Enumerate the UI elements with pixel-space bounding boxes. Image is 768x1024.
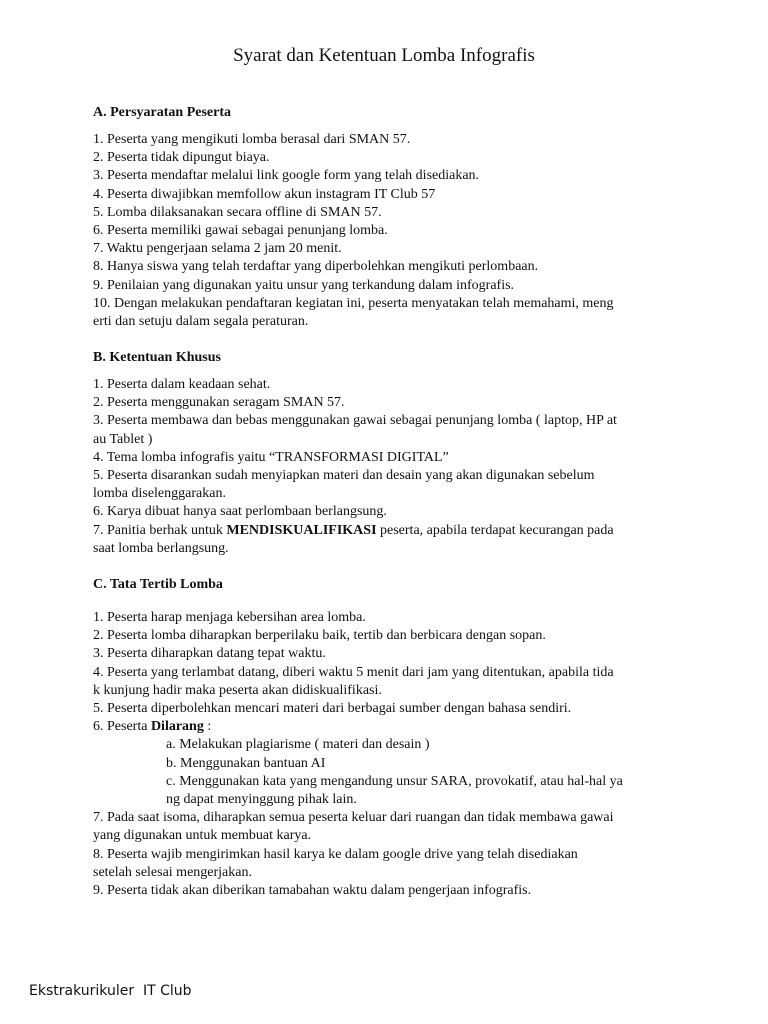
list-item: 7. Pada saat isoma, diharapkan semua peserta keluar dari ruangan dan tidak membawa gawai yang digunakan untuk membuat karya.: [93, 810, 614, 844]
section-item-list: [93, 609, 683, 900]
section-item-list: [93, 376, 683, 558]
list-item: 8. Hanya siswa yang telah terdaftar yang diperbolehkan mengikuti perlombaan.: [93, 259, 539, 275]
list-item: 9. Penilaian yang digunakan yaitu unsur yang terkandung dalam infografis.: [93, 277, 515, 293]
list-item: 7. Waktu pengerjaan selama 2 jam 20 menit.: [93, 241, 342, 257]
list-item: 6. Karya dibuat hanya saat perlombaan berlangsung.: [93, 504, 387, 520]
item-text: :: [203, 719, 212, 735]
list-item: 2. Peserta tidak dipungut biaya.: [93, 150, 270, 166]
list-item: 9. Peserta tidak akan diberikan tamabahan waktu dalam pengerjaan infografis.: [93, 883, 532, 899]
section-heading: B. Ketentuan Khusus: [93, 350, 221, 365]
list-item: 5. Peserta diperbolehkan mencari materi dari berbagai sumber dengan bahasa sendiri.: [93, 701, 572, 717]
section-heading: C. Tata Tertib Lomba: [93, 577, 223, 592]
list-item: 3. Peserta diharapkan datang tepat waktu.: [93, 646, 326, 662]
emphasis-text: MENDISKUALIFIKASI: [226, 522, 377, 538]
document-title: Syarat dan Ketentuan Lomba Infografis: [233, 45, 535, 66]
list-item: 2. Peserta lomba diharapkan berperilaku baik, tertib dan berbicara dengan sopan.: [93, 628, 546, 644]
sub-list-item: b. Menggunakan bantuan AI: [166, 755, 326, 771]
section-ketentuan-khusus: [93, 349, 683, 558]
list-item: 3. Peserta membawa dan bebas menggunakan gawai sebagai penunjang lomba ( laptop, HP at au Tablet ): [93, 413, 617, 447]
list-item: [93, 522, 683, 558]
list-item: 8. Peserta wajib mengirimkan hasil karya ke dalam google drive yang telah disediakan setelah selesai mengerjakan.: [93, 846, 578, 880]
section-heading: A. Persyaratan Peserta: [93, 105, 232, 120]
list-item: 4. Tema lomba infografis yaitu “TRANSFORMASI DIGITAL”: [93, 449, 449, 465]
section-item-list: [93, 131, 683, 331]
list-item: 4. Peserta yang terlambat datang, diberi waktu 5 menit dari jam yang ditentukan, apabila tida k kunjung hadir maka peserta akan didiskualifikasi.: [93, 664, 614, 698]
sub-list-item: a. Melakukan plagiarisme ( materi dan desain ): [166, 737, 430, 753]
list-item: 3. Peserta mendaftar melalui link google form yang telah disediakan.: [93, 168, 480, 184]
list-item: 10. Dengan melakukan pendaftaran kegiatan ini, peserta menyatakan telah memahami, meng erti dan setuju dalam segala peraturan.: [93, 295, 614, 330]
list-item: 1. Peserta harap menjaga kebersihan area lomba.: [93, 610, 366, 625]
list-item: 6. Peserta memiliki gawai sebagai penunjang lomba.: [93, 223, 388, 239]
list-item: 2. Peserta menggunakan seragam SMAN 57.: [93, 395, 345, 411]
sub-list-item: c. Menggunakan kata yang mengandung unsur SARA, provokatif, atau hal-hal ya ng dapat menyinggung pihak lain.: [166, 773, 623, 808]
list-item: 4. Peserta diwajibkan memfollow akun instagram IT Club 57: [93, 186, 436, 202]
emphasis-text: Dilarang: [150, 719, 204, 735]
item-text: peserta, apabila terdapat kecurangan pada saat lomba berlangsung.: [93, 522, 614, 556]
section-persyaratan-peserta: [93, 104, 683, 331]
page-footer: Ekstrakurikuler IT Club: [29, 983, 192, 999]
list-item: [93, 718, 683, 736]
section-tata-tertib-lomba: [93, 576, 683, 900]
item-text: 6. Peserta: [93, 719, 151, 735]
list-item: 5. Peserta disarankan sudah menyiapkan materi dan desain yang akan digunakan sebelum lomba diselenggarakan.: [93, 468, 595, 502]
item-text: 7. Panitia berhak untuk: [93, 522, 227, 538]
list-item: 5. Lomba dilaksanakan secara offline di SMAN 57.: [93, 204, 382, 220]
list-item: 1. Peserta yang mengikuti lomba berasal dari SMAN 57.: [93, 132, 411, 147]
list-item: 1. Peserta dalam keadaan sehat.: [93, 377, 271, 392]
